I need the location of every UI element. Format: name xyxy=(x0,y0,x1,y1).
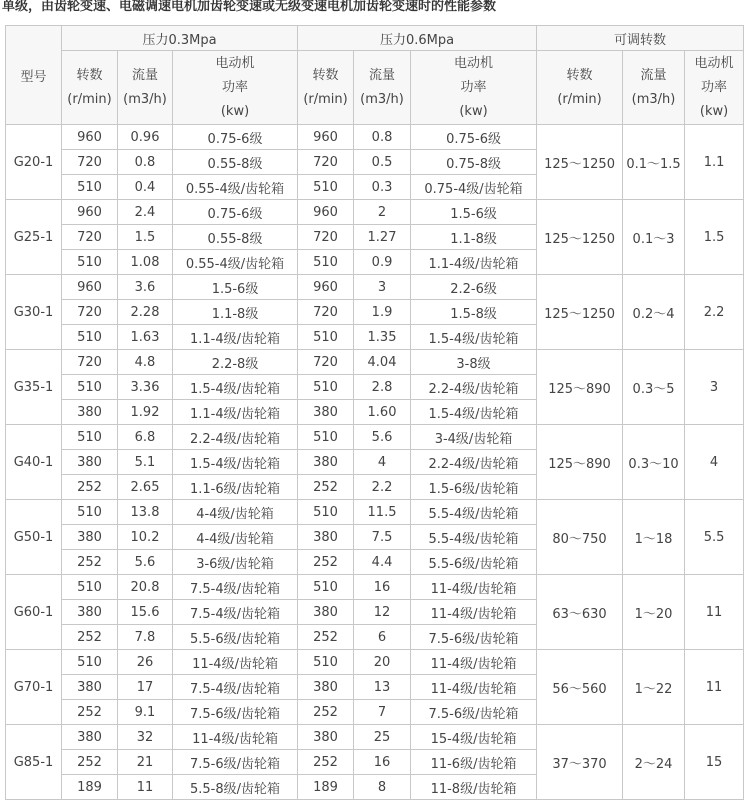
flow-cell: 11 xyxy=(118,775,173,800)
flow-cell: 16 xyxy=(354,575,411,600)
motor-power-cell: 1.5-4级/齿轮箱 xyxy=(411,400,537,425)
adj-speed-cell: 125～890 xyxy=(537,350,623,425)
flow-cell: 8 xyxy=(354,775,411,800)
flow-cell: 4.04 xyxy=(354,350,411,375)
motor-power-cell: 1.5-6级 xyxy=(411,200,537,225)
flow-cell: 32 xyxy=(118,725,173,750)
motor-power-cell: 2.2-8级 xyxy=(173,350,298,375)
table-row xyxy=(6,650,744,675)
model-cell: G20-1 xyxy=(6,125,62,200)
motor-power-cell: 3-8级 xyxy=(411,350,537,375)
speed-cell: 510 xyxy=(298,375,354,400)
speed-cell: 380 xyxy=(298,525,354,550)
motor-power-cell: 11-4级/齿轮箱 xyxy=(173,725,298,750)
adj-flow-cell: 0.3～5 xyxy=(623,350,685,425)
header-speed: 转数 (r/min) xyxy=(62,51,118,125)
speed-cell: 380 xyxy=(298,450,354,475)
adj-flow-cell: 2～24 xyxy=(623,725,685,800)
speed-cell: 960 xyxy=(62,125,118,150)
speed-cell: 380 xyxy=(62,725,118,750)
speed-cell: 380 xyxy=(62,525,118,550)
motor-power-cell: 1.1-4级/齿轮箱 xyxy=(411,250,537,275)
flow-cell: 6.8 xyxy=(118,425,173,450)
motor-power-cell: 3-4级/齿轮箱 xyxy=(411,425,537,450)
motor-power-cell: 1.5-4级/齿轮箱 xyxy=(173,450,298,475)
flow-cell: 5.6 xyxy=(354,425,411,450)
flow-cell: 15.6 xyxy=(118,600,173,625)
motor-power-cell: 1.1-4级/齿轮箱 xyxy=(173,325,298,350)
flow-cell: 2.28 xyxy=(118,300,173,325)
speed-cell: 960 xyxy=(298,125,354,150)
speed-cell: 252 xyxy=(298,550,354,575)
model-cell: G25-1 xyxy=(6,200,62,275)
flow-cell: 13.8 xyxy=(118,500,173,525)
flow-cell: 17 xyxy=(118,675,173,700)
speed-cell: 189 xyxy=(62,775,118,800)
table-row xyxy=(6,275,744,300)
flow-cell: 2.8 xyxy=(354,375,411,400)
model-cell: G40-1 xyxy=(6,425,62,500)
flow-cell: 0.8 xyxy=(354,125,411,150)
motor-power-cell: 0.55-8级 xyxy=(173,225,298,250)
speed-cell: 510 xyxy=(62,575,118,600)
adj-power-cell: 5.5 xyxy=(685,500,744,575)
speed-cell: 960 xyxy=(62,200,118,225)
speed-cell: 252 xyxy=(298,625,354,650)
motor-power-cell: 2.2-4级/齿轮箱 xyxy=(411,450,537,475)
flow-cell: 3.36 xyxy=(118,375,173,400)
motor-power-cell: 1.1-8级 xyxy=(173,300,298,325)
table-row xyxy=(6,425,744,450)
motor-power-cell: 7.5-6级/齿轮箱 xyxy=(411,625,537,650)
motor-power-cell: 5.5-6级/齿轮箱 xyxy=(411,550,537,575)
flow-cell: 7 xyxy=(354,700,411,725)
speed-cell: 510 xyxy=(298,250,354,275)
adj-power-cell: 15 xyxy=(685,725,744,800)
flow-cell: 3 xyxy=(354,275,411,300)
speed-cell: 380 xyxy=(62,675,118,700)
speed-cell: 510 xyxy=(298,575,354,600)
motor-power-cell: 4-4级/齿轮箱 xyxy=(173,525,298,550)
speed-cell: 720 xyxy=(62,300,118,325)
header-model: 型号 xyxy=(6,26,62,125)
flow-cell: 9.1 xyxy=(118,700,173,725)
model-cell: G85-1 xyxy=(6,725,62,800)
header-adjustable-speed: 可调转数 xyxy=(537,26,744,51)
flow-cell: 7.5 xyxy=(354,525,411,550)
model-cell: G60-1 xyxy=(6,575,62,650)
motor-power-cell: 2.2-6级 xyxy=(411,275,537,300)
header-flow: 流量 (m3/h) xyxy=(354,51,411,125)
motor-power-cell: 2.2-4级/齿轮箱 xyxy=(173,425,298,450)
motor-power-cell: 0.75-6级 xyxy=(173,200,298,225)
flow-cell: 1.27 xyxy=(354,225,411,250)
speed-cell: 510 xyxy=(62,425,118,450)
flow-cell: 1.5 xyxy=(118,225,173,250)
adj-flow-cell: 0.1～1.5 xyxy=(623,125,685,200)
motor-power-cell: 15-4级/齿轮箱 xyxy=(411,725,537,750)
speed-cell: 720 xyxy=(298,300,354,325)
speed-cell: 252 xyxy=(298,750,354,775)
speed-cell: 380 xyxy=(298,400,354,425)
flow-cell: 5.6 xyxy=(118,550,173,575)
adj-power-cell: 3 xyxy=(685,350,744,425)
flow-cell: 6 xyxy=(354,625,411,650)
speed-cell: 252 xyxy=(62,700,118,725)
speed-cell: 720 xyxy=(62,225,118,250)
motor-power-cell: 5.5-4级/齿轮箱 xyxy=(411,500,537,525)
motor-power-cell: 7.5-6级/齿轮箱 xyxy=(173,750,298,775)
motor-power-cell: 1.1-6级/齿轮箱 xyxy=(173,475,298,500)
motor-power-cell: 0.55-8级 xyxy=(173,150,298,175)
motor-power-cell: 7.5-6级/齿轮箱 xyxy=(173,700,298,725)
flow-cell: 16 xyxy=(354,750,411,775)
table-row xyxy=(6,200,744,225)
flow-cell: 0.96 xyxy=(118,125,173,150)
flow-cell: 5.1 xyxy=(118,450,173,475)
flow-cell: 0.8 xyxy=(118,150,173,175)
performance-table xyxy=(5,25,744,800)
flow-cell: 21 xyxy=(118,750,173,775)
adj-power-cell: 11 xyxy=(685,650,744,725)
motor-power-cell: 1.5-6级 xyxy=(173,275,298,300)
adj-speed-cell: 80～750 xyxy=(537,500,623,575)
header-adj-speed: 转数 (r/min) xyxy=(537,51,623,125)
flow-cell: 1.9 xyxy=(354,300,411,325)
speed-cell: 960 xyxy=(62,275,118,300)
speed-cell: 380 xyxy=(298,600,354,625)
table-row xyxy=(6,725,744,750)
speed-cell: 380 xyxy=(298,725,354,750)
speed-cell: 510 xyxy=(298,325,354,350)
flow-cell: 4.4 xyxy=(354,550,411,575)
flow-cell: 3.6 xyxy=(118,275,173,300)
flow-cell: 2.4 xyxy=(118,200,173,225)
motor-power-cell: 11-6级/齿轮箱 xyxy=(411,750,537,775)
flow-cell: 20.8 xyxy=(118,575,173,600)
adj-speed-cell: 37～370 xyxy=(537,725,623,800)
speed-cell: 380 xyxy=(298,675,354,700)
header-pressure-0-6: 压力0.6Mpa xyxy=(298,26,537,51)
flow-cell: 4.8 xyxy=(118,350,173,375)
flow-cell: 25 xyxy=(354,725,411,750)
speed-cell: 252 xyxy=(62,625,118,650)
flow-cell: 1.63 xyxy=(118,325,173,350)
flow-cell: 1.08 xyxy=(118,250,173,275)
motor-power-cell: 0.75-4级/齿轮箱 xyxy=(411,175,537,200)
motor-power-cell: 11-4级/齿轮箱 xyxy=(411,650,537,675)
flow-cell: 0.9 xyxy=(354,250,411,275)
motor-power-cell: 11-4级/齿轮箱 xyxy=(173,650,298,675)
flow-cell: 11.5 xyxy=(354,500,411,525)
flow-cell: 10.2 xyxy=(118,525,173,550)
speed-cell: 252 xyxy=(62,550,118,575)
motor-power-cell: 0.75-6级 xyxy=(173,125,298,150)
header-flow: 流量 (m3/h) xyxy=(118,51,173,125)
adj-speed-cell: 125～1250 xyxy=(537,200,623,275)
speed-cell: 252 xyxy=(62,750,118,775)
motor-power-cell: 7.5-6级/齿轮箱 xyxy=(411,700,537,725)
header-pressure-0-3: 压力0.3Mpa xyxy=(62,26,298,51)
speed-cell: 720 xyxy=(62,350,118,375)
motor-power-cell: 1.5-8级 xyxy=(411,300,537,325)
speed-cell: 720 xyxy=(298,350,354,375)
speed-cell: 960 xyxy=(298,200,354,225)
flow-cell: 20 xyxy=(354,650,411,675)
adj-speed-cell: 125～1250 xyxy=(537,125,623,200)
header-adj-motor-power: 电动机 功率 (kw) xyxy=(685,51,744,125)
motor-power-cell: 1.5-4级/齿轮箱 xyxy=(411,325,537,350)
table-row xyxy=(6,350,744,375)
motor-power-cell: 1.1-4级/齿轮箱 xyxy=(173,400,298,425)
adj-power-cell: 11 xyxy=(685,575,744,650)
header-motor-power: 电动机 功率 (kw) xyxy=(411,51,537,125)
motor-power-cell: 5.5-8级/齿轮箱 xyxy=(173,775,298,800)
model-cell: G70-1 xyxy=(6,650,62,725)
header-speed: 转数 (r/min) xyxy=(298,51,354,125)
speed-cell: 510 xyxy=(62,650,118,675)
speed-cell: 252 xyxy=(298,475,354,500)
motor-power-cell: 11-4级/齿轮箱 xyxy=(411,675,537,700)
speed-cell: 720 xyxy=(298,225,354,250)
motor-power-cell: 5.5-6级/齿轮箱 xyxy=(173,625,298,650)
motor-power-cell: 11-4级/齿轮箱 xyxy=(411,600,537,625)
motor-power-cell: 7.5-4级/齿轮箱 xyxy=(173,600,298,625)
flow-cell: 1.60 xyxy=(354,400,411,425)
flow-cell: 0.4 xyxy=(118,175,173,200)
header-row-groups xyxy=(6,26,744,51)
speed-cell: 510 xyxy=(298,500,354,525)
speed-cell: 189 xyxy=(298,775,354,800)
speed-cell: 380 xyxy=(62,400,118,425)
flow-cell: 2 xyxy=(354,200,411,225)
flow-cell: 4 xyxy=(354,450,411,475)
header-adj-flow: 流量 (m3/h) xyxy=(623,51,685,125)
speed-cell: 720 xyxy=(298,150,354,175)
flow-cell: 1.35 xyxy=(354,325,411,350)
motor-power-cell: 7.5-4级/齿轮箱 xyxy=(173,575,298,600)
motor-power-cell: 1.1-8级 xyxy=(411,225,537,250)
motor-power-cell: 3-6级/齿轮箱 xyxy=(173,550,298,575)
adj-flow-cell: 1～20 xyxy=(623,575,685,650)
adj-power-cell: 1.5 xyxy=(685,200,744,275)
adj-flow-cell: 1～22 xyxy=(623,650,685,725)
motor-power-cell: 1.5-4级/齿轮箱 xyxy=(173,375,298,400)
adj-speed-cell: 63～630 xyxy=(537,575,623,650)
flow-cell: 2.2 xyxy=(354,475,411,500)
motor-power-cell: 0.55-4级/齿轮箱 xyxy=(173,175,298,200)
speed-cell: 510 xyxy=(298,425,354,450)
speed-cell: 510 xyxy=(298,175,354,200)
adj-speed-cell: 56～560 xyxy=(537,650,623,725)
adj-flow-cell: 0.3～10 xyxy=(623,425,685,500)
flow-cell: 1.92 xyxy=(118,400,173,425)
table-header xyxy=(6,26,744,125)
table-row xyxy=(6,125,744,150)
speed-cell: 510 xyxy=(62,250,118,275)
speed-cell: 510 xyxy=(62,500,118,525)
page-title: 单级，由齿轮变速、电磁调速电机加齿轮变速或无级变速电机加齿轮变速时的性能参数 xyxy=(2,0,497,14)
header-motor-power: 电动机 功率 (kw) xyxy=(173,51,298,125)
adj-flow-cell: 0.2～4 xyxy=(623,275,685,350)
flow-cell: 13 xyxy=(354,675,411,700)
model-cell: G35-1 xyxy=(6,350,62,425)
motor-power-cell: 0.75-8级 xyxy=(411,150,537,175)
adj-flow-cell: 0.1～3 xyxy=(623,200,685,275)
motor-power-cell: 4-4级/齿轮箱 xyxy=(173,500,298,525)
table-row xyxy=(6,500,744,525)
adj-power-cell: 4 xyxy=(685,425,744,500)
motor-power-cell: 11-8级/齿轮箱 xyxy=(411,775,537,800)
speed-cell: 510 xyxy=(298,650,354,675)
motor-power-cell: 5.5-4级/齿轮箱 xyxy=(411,525,537,550)
table-body xyxy=(6,125,744,800)
motor-power-cell: 11-4级/齿轮箱 xyxy=(411,575,537,600)
speed-cell: 380 xyxy=(62,600,118,625)
speed-cell: 510 xyxy=(62,325,118,350)
flow-cell: 0.5 xyxy=(354,150,411,175)
adj-power-cell: 2.2 xyxy=(685,275,744,350)
adj-power-cell: 1.1 xyxy=(685,125,744,200)
table-row xyxy=(6,575,744,600)
adj-speed-cell: 125～890 xyxy=(537,425,623,500)
speed-cell: 510 xyxy=(62,175,118,200)
flow-cell: 0.3 xyxy=(354,175,411,200)
motor-power-cell: 0.55-4级/齿轮箱 xyxy=(173,250,298,275)
motor-power-cell: 7.5-4级/齿轮箱 xyxy=(173,675,298,700)
speed-cell: 960 xyxy=(298,275,354,300)
model-cell: G50-1 xyxy=(6,500,62,575)
flow-cell: 7.8 xyxy=(118,625,173,650)
flow-cell: 26 xyxy=(118,650,173,675)
flow-cell: 12 xyxy=(354,600,411,625)
motor-power-cell: 2.2-4级/齿轮箱 xyxy=(411,375,537,400)
adj-flow-cell: 1～18 xyxy=(623,500,685,575)
speed-cell: 510 xyxy=(62,375,118,400)
adj-speed-cell: 125～1250 xyxy=(537,275,623,350)
speed-cell: 720 xyxy=(62,150,118,175)
motor-power-cell: 1.5-6级/齿轮箱 xyxy=(411,475,537,500)
speed-cell: 252 xyxy=(298,700,354,725)
header-row-columns xyxy=(6,51,744,125)
motor-power-cell: 0.75-6级 xyxy=(411,125,537,150)
speed-cell: 380 xyxy=(62,450,118,475)
model-cell: G30-1 xyxy=(6,275,62,350)
speed-cell: 252 xyxy=(62,475,118,500)
flow-cell: 2.65 xyxy=(118,475,173,500)
